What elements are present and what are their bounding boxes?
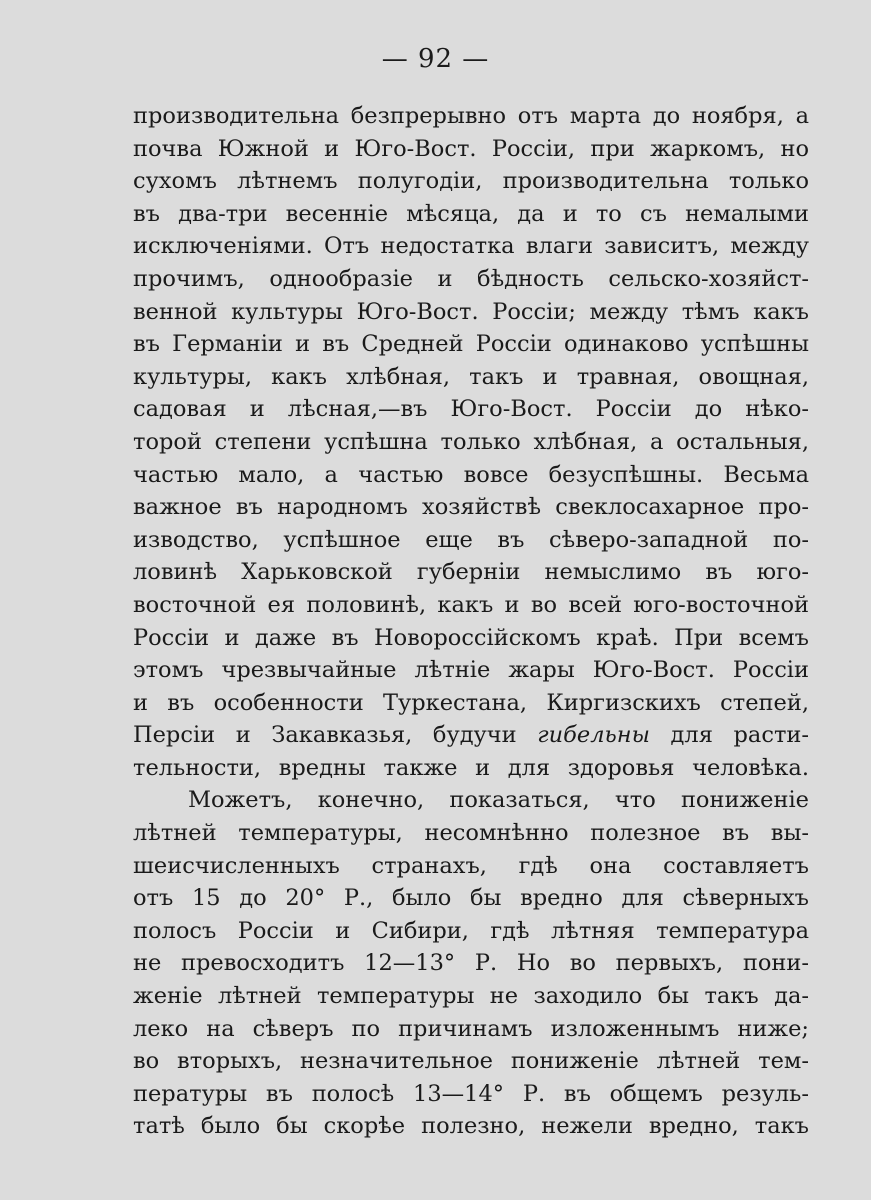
- text-line: татѣ было бы скорѣе полезно, нежели вредно, такъ: [133, 1113, 809, 1140]
- italic-word: гибельны: [537, 722, 650, 749]
- text-line: прочимъ, однообразіе и бѣдность сельско-хозяйст-: [133, 265, 809, 292]
- text-line: изводство, успѣшное еще въ сѣверо-западной по-: [133, 526, 809, 553]
- text-line: пературы въ полосѣ 13—14° Р. въ общемъ резуль-: [133, 1080, 809, 1107]
- text-line: почва Южной и Юго-Вост. Россіи, при жаркомъ, но: [133, 135, 809, 162]
- text-line: женіе лѣтней температуры не заходило бы такъ да-: [133, 983, 809, 1010]
- text-line: въ два-три весенніе мѣсяца, да и то съ немалыми: [133, 200, 809, 227]
- text-line: этомъ чрезвычайные лѣтніе жары Юго-Вост. Россіи: [133, 657, 809, 684]
- text-line: важное въ народномъ хозяйствѣ свеклосахарное про-: [133, 494, 809, 521]
- text-line: садовая и лѣсная,—въ Юго-Вост. Россіи до нѣко-: [133, 396, 809, 423]
- paragraph-1: [133, 100, 809, 784]
- text-line: исключеніями. Отъ недостатка влаги зависитъ, между: [133, 233, 809, 260]
- text-line: венной культуры Юго-Вост. Россіи; между тѣмъ какъ: [133, 298, 809, 325]
- text-line: тельности, вредны также и для здоровья человѣка.: [133, 754, 809, 781]
- text-fragment: Персіи и Закавказья, будучи: [133, 722, 538, 749]
- text-line: Россіи и даже въ Новороссійскомъ краѣ. При всемъ: [133, 624, 809, 651]
- text-line: Можетъ, конечно, показаться, что пониженіе: [188, 787, 809, 814]
- text-line: отъ 15 до 20° Р., было бы вредно для сѣверныхъ: [133, 885, 809, 912]
- text-line: не превосходитъ 12—13° Р. Но во первыхъ, пони-: [133, 950, 809, 977]
- text-line: частью мало, а частью вовсе безуспѣшны. Весьма: [133, 461, 809, 488]
- text-line: восточной ея половинѣ, какъ и во всей юго-восточной: [133, 591, 809, 618]
- text-line: въ Германіи и въ Средней Россіи одинаково успѣшны: [133, 331, 809, 358]
- text-line: лѣтней температуры, несомнѣнно полезное въ вы-: [133, 820, 809, 847]
- page-number: — 92 —: [381, 44, 490, 74]
- text-line: полосъ Россіи и Сибири, гдѣ лѣтняя температура: [133, 917, 809, 944]
- text-line: производительна безпрерывно отъ марта до ноября, а: [133, 103, 809, 129]
- text-line: [133, 719, 809, 752]
- text-line: и въ особенности Туркестана, Киргизскихъ степей,: [133, 689, 809, 716]
- text-line: торой степени успѣшна только хлѣбная, а остальныя,: [133, 428, 809, 455]
- text-line: шеисчисленныхъ странахъ, гдѣ она составляетъ: [133, 852, 809, 879]
- text-line: леко на сѣверъ по причинамъ изложеннымъ ниже;: [133, 1015, 809, 1042]
- paragraph-2: [133, 784, 809, 1143]
- page-body: [133, 100, 809, 1143]
- text-line: ловинѣ Харьковской губерніи немыслимо въ юго-: [133, 559, 809, 586]
- text-line: культуры, какъ хлѣбная, такъ и травная, овощная,: [133, 363, 809, 390]
- text-line: во вторыхъ, незначительное пониженіе лѣтней тем-: [133, 1048, 809, 1075]
- text-fragment: для расти-: [649, 722, 809, 749]
- text-line: сухомъ лѣтнемъ полугодіи, производительна только: [133, 168, 809, 195]
